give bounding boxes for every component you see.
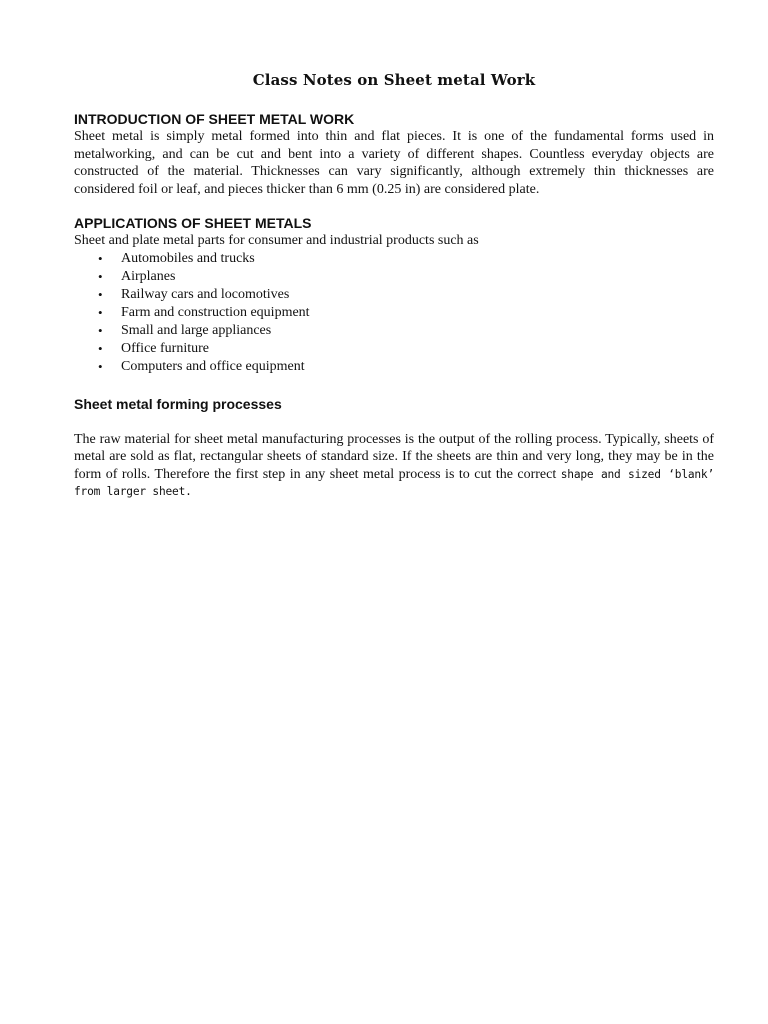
bullet-icon: •: [98, 304, 103, 320]
applications-list: [74, 250, 714, 376]
bullet-icon: •: [98, 250, 103, 266]
forming-text: The raw material for sheet metal manufacturing processes is the output of the rolling process. Typically, sheets of metal are sold as flat, rectangular sheets of standard size. If the sheets are thin and very long, they may be in the form of rolls. Therefore the first step in any sheet metal process is to cut the correct: [74, 431, 714, 482]
list-item-label: Small and large appliances: [121, 322, 272, 338]
list-item: [74, 250, 714, 268]
list-item-label: Railway cars and locomotives: [121, 286, 290, 302]
document-page: [74, 0, 714, 501]
bullet-icon: •: [98, 358, 103, 374]
list-item: [74, 268, 714, 286]
list-item: [74, 286, 714, 304]
list-item-label: Airplanes: [121, 268, 176, 284]
list-item: [74, 304, 714, 322]
list-item-label: Office furniture: [121, 340, 209, 356]
applications-lead: Sheet and plate metal parts for consumer and industrial products such as: [74, 233, 479, 248]
applications-heading: APPLICATIONS OF SHEET METALS: [74, 215, 312, 231]
bullet-icon: •: [98, 340, 103, 356]
bullet-icon: •: [98, 322, 103, 338]
forming-heading: Sheet metal forming processes: [74, 395, 282, 412]
document-title: Class Notes on Sheet metal Work: [252, 71, 536, 89]
list-item: [74, 322, 714, 340]
list-item-label: Farm and construction equipment: [121, 304, 310, 320]
list-item: [74, 358, 714, 376]
list-item: [74, 340, 714, 358]
intro-paragraph: Sheet metal is simply metal formed into thin and flat pieces. It is one of the fundamental forms used in metalworking, and can be cut and bent into a variety of different shapes. Countless everyday objects are constructed of the material. Thicknesses can vary significantly, although extremely thin thicknesses are considered foil or leaf, and pieces thicker than 6 mm (0.25 in) are considered plate.: [74, 129, 714, 197]
bullet-icon: •: [98, 286, 103, 302]
forming-text-end: shape and sized ‘blank’ from larger sheet.: [74, 467, 714, 498]
intro-heading: INTRODUCTION OF SHEET METAL WORK: [74, 111, 355, 127]
bullet-icon: •: [98, 268, 103, 284]
list-item-label: Automobiles and trucks: [121, 250, 255, 266]
list-item-label: Computers and office equipment: [121, 358, 305, 374]
forming-paragraph: [74, 431, 714, 501]
